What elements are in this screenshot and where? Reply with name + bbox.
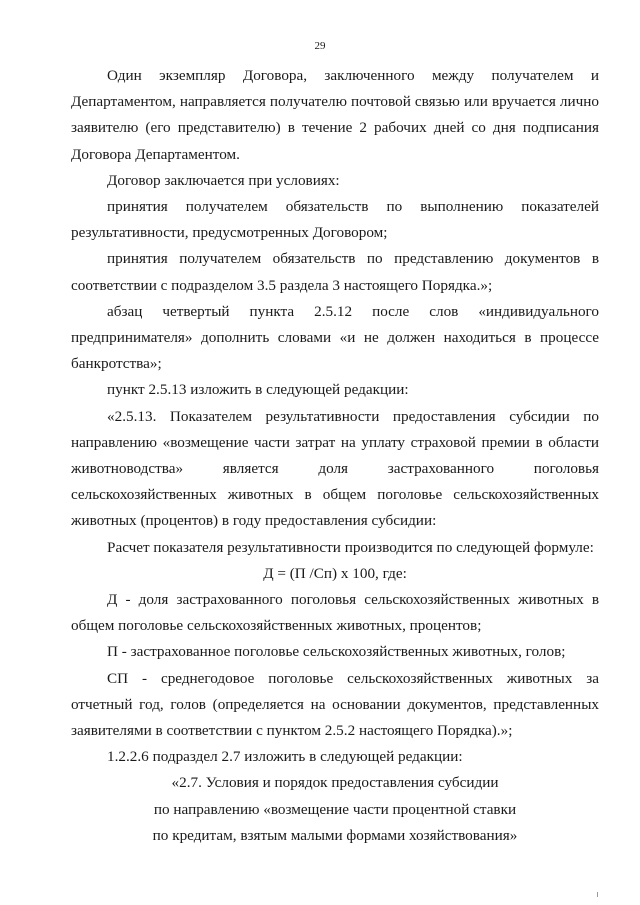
definition-d: Д - доля застрахованного поголовья сельскохозяйственных животных в общем поголовье сельскохозяйственных животных, процентов; bbox=[71, 591, 599, 635]
section-heading-line-2: по направлению «возмещение части процентной ставки bbox=[153, 800, 517, 818]
page-number: 29 bbox=[314, 40, 326, 52]
scan-mark bbox=[597, 892, 598, 897]
paragraph-formula-intro: Расчет показателя результативности производится по следующей формуле: bbox=[107, 538, 594, 556]
section-heading-line-1: «2.7. Условия и порядок предоставления субсидии bbox=[171, 774, 499, 792]
paragraph-amendment-2-5-13: пункт 2.5.13 изложить в следующей редакции: bbox=[107, 381, 409, 399]
document-body bbox=[71, 63, 599, 849]
paragraph-amendment-2-7: 1.2.2.6 подраздел 2.7 изложить в следующей редакции: bbox=[107, 748, 463, 766]
paragraph-amendment-2-5-12: абзац четвертый пункта 2.5.12 после слов «индивидуального предпринимателя» дополнить словами «и не должен находиться в процессе банкротства»; bbox=[71, 302, 599, 373]
paragraph-contract-copy: Один экземпляр Договора, заключенного между получателем и Департаментом, направляется получателю почтовой связью или вручается лично заявителю (его представителю) в течение 2 рабочих дней со дня подписания Договора Департаментом. bbox=[71, 67, 599, 163]
section-heading-2-7 bbox=[71, 770, 599, 849]
paragraph-condition-documents: принятия получателем обязательств по представлению документов в соответствии с подразделом 3.5 раздела 3 настоящего Порядка.»; bbox=[71, 250, 599, 294]
paragraph-contract-conditions: Договор заключается при условиях: bbox=[107, 171, 340, 189]
paragraph-indicator-definition: «2.5.13. Показателем результативности предоставления субсидии по направлению «возмещение части затрат на уплату страховой премии в области животноводства» является доля застрахованного поголовья сельскохозяйственных животных в общем поголовье сельскохозяйственных животных (процентов) в году предоставления субсидии: bbox=[71, 407, 599, 530]
definition-p: П - застрахованное поголовье сельскохозяйственных животных, голов; bbox=[107, 643, 566, 661]
section-heading-line-3: по кредитам, взятым малыми формами хозяйствования» bbox=[152, 826, 518, 844]
paragraph-condition-results: принятия получателем обязательств по выполнению показателей результативности, предусмотренных Договором; bbox=[71, 198, 599, 242]
formula: Д = (П /Сп) х 100, где: bbox=[263, 564, 407, 582]
definition-sp: СП - среднегодовое поголовье сельскохозяйственных животных за отчетный год, голов (определяется на основании документов, представленных заявителями в соответствии с пунктом 2.5.2 настоящего Порядка).»; bbox=[71, 669, 599, 740]
